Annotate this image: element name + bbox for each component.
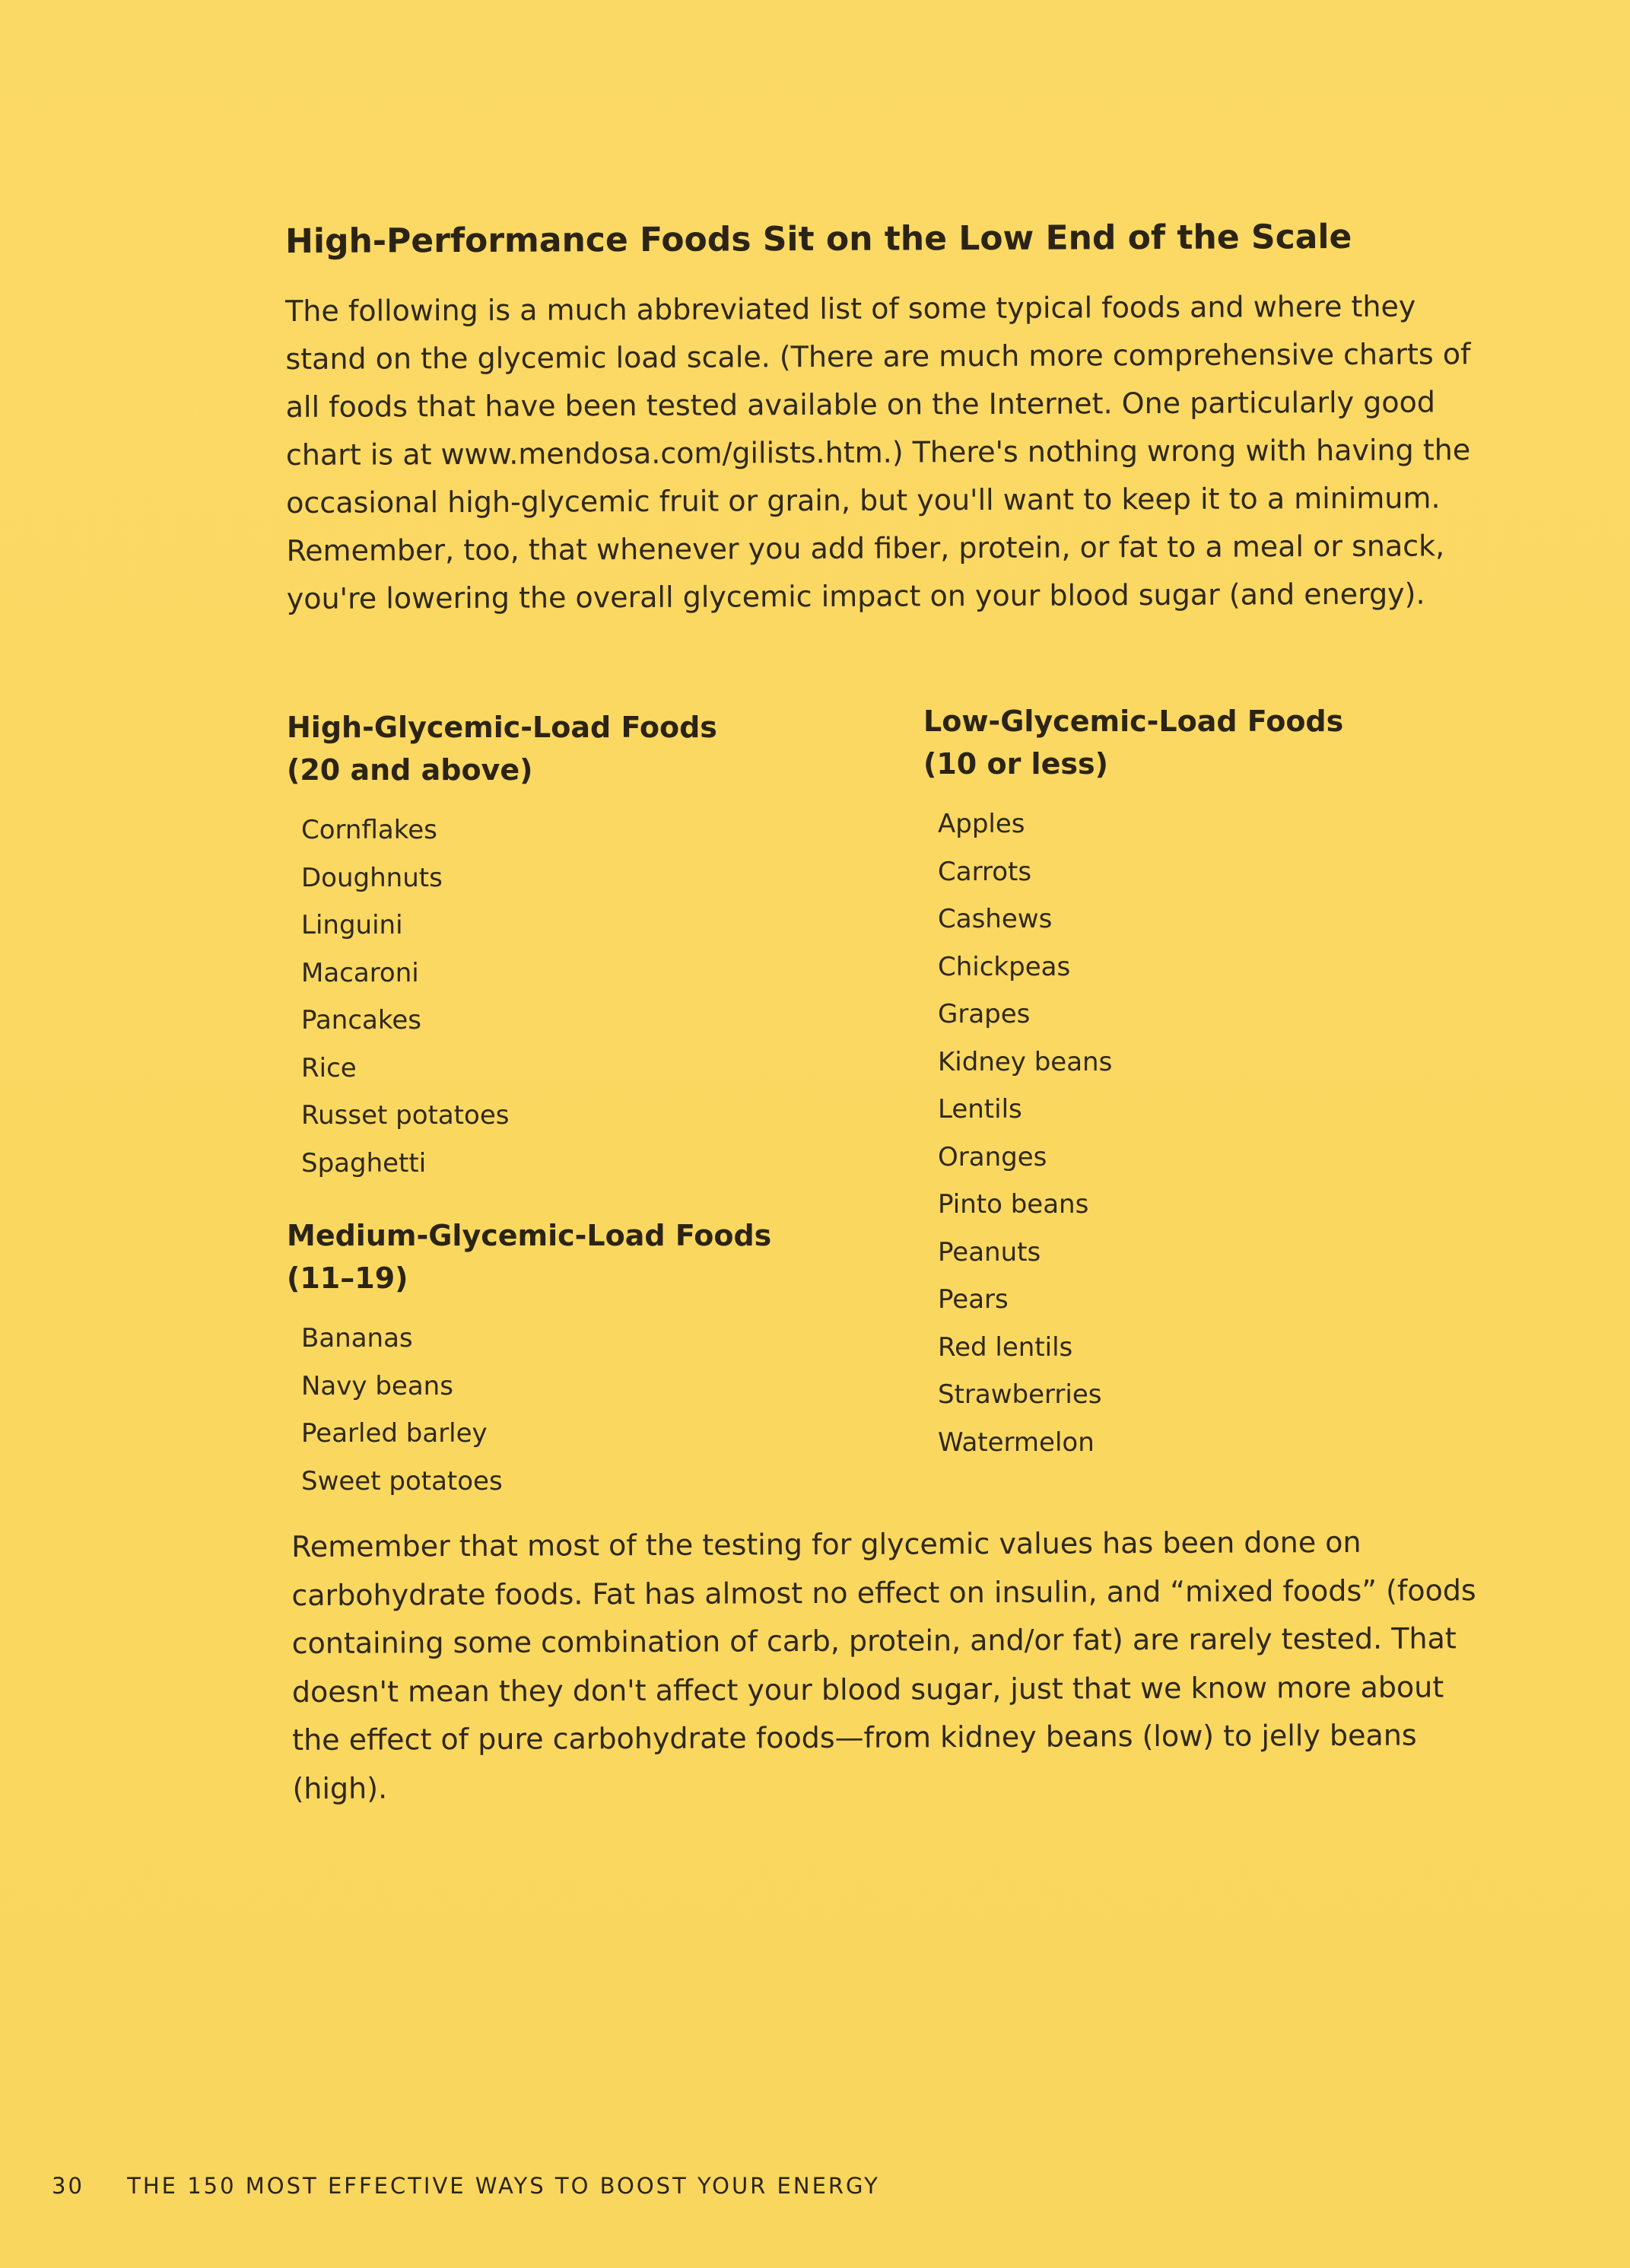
medium-gl-list: [287, 1315, 834, 1505]
high-gl-list: [287, 806, 834, 1187]
list-item: Pancakes: [301, 1005, 421, 1035]
list-item: Pearled barley: [301, 1418, 488, 1449]
medium-gl-heading-title: Medium-Glycemic-Load Foods: [287, 1219, 772, 1252]
list-item: Apples: [938, 809, 1025, 839]
low-gl-heading: [923, 700, 1471, 785]
high-gl-heading: [287, 706, 834, 791]
section-title: High-Performance Foods Sit on the Low End of the Scale: [285, 217, 1352, 261]
closing-paragraph: Remember that most of the testing for glycemic values has been done on carbohydrate foods. Fat has almost no effect on insulin, and “mixed foods” (foods containing some combination of carb, protein, and/or fat) are rarely tested. That doesn't mean they don't affect your blood sugar, just that we know more about the effect of pure carbohydrate foods—from kidney beans (low) to jelly beans (high).: [291, 1525, 1476, 1805]
list-item: Doughnuts: [301, 862, 443, 893]
list-item: Chickpeas: [938, 951, 1071, 982]
running-title: THE 150 MOST EFFECTIVE WAYS TO BOOST YOUR ENERGY: [127, 2173, 880, 2199]
list-item: Bananas: [301, 1323, 413, 1353]
list-item: Oranges: [938, 1141, 1047, 1172]
list-item: Red lentils: [938, 1331, 1073, 1363]
list-item: Pinto beans: [938, 1189, 1089, 1220]
list-item: Navy beans: [301, 1370, 453, 1401]
medium-gl-heading-range: (11–19): [287, 1261, 408, 1295]
list-item: Russet potatoes: [301, 1100, 510, 1131]
list-item: Sweet potatoes: [301, 1465, 503, 1497]
list-item: Peanuts: [938, 1236, 1041, 1268]
high-gl-heading-title: High-Glycemic-Load Foods: [287, 711, 717, 744]
list-item: Linguini: [301, 910, 403, 940]
intro-paragraph: The following is a much abbreviated list of some typical foods and where they stand on the glycemic load scale. (There are much more comprehensive charts of all foods that have been tested available on the Internet. One particularly good chart is at www.mendosa.com/gilists.htm.) There's nothing wrong with having the occasional high-glycemic fruit or grain, but you'll want to keep it to a minimum. Remember, too, that whenever you add fiber, protein, or fat to a meal or snack, you're lowering the overall glycemic impact on your blood sugar (and energy).: [285, 289, 1471, 616]
list-item: Watermelon: [938, 1427, 1095, 1458]
list-item: Lentils: [938, 1094, 1022, 1124]
medium-gl-heading: [287, 1214, 834, 1299]
right-column: [923, 700, 1471, 1493]
low-gl-list: [923, 800, 1471, 1466]
list-item: Rice: [301, 1052, 357, 1083]
high-gl-heading-range: (20 and above): [287, 753, 533, 787]
list-item: Pears: [938, 1284, 1009, 1315]
left-column: [287, 706, 834, 1532]
low-gl-heading-range: (10 or less): [923, 747, 1108, 781]
page-footer: [52, 2173, 880, 2199]
list-item: Cornflakes: [301, 815, 437, 845]
list-item: Cashews: [938, 904, 1053, 934]
list-item: Carrots: [938, 856, 1032, 887]
low-gl-heading-title: Low-Glycemic-Load Foods: [923, 705, 1344, 738]
list-item: Grapes: [938, 999, 1031, 1029]
list-item: Strawberries: [938, 1379, 1102, 1410]
list-item: Macaroni: [301, 957, 419, 988]
list-item: Spaghetti: [301, 1147, 427, 1179]
list-item: Kidney beans: [938, 1046, 1113, 1077]
page-number: 30: [52, 2173, 84, 2199]
